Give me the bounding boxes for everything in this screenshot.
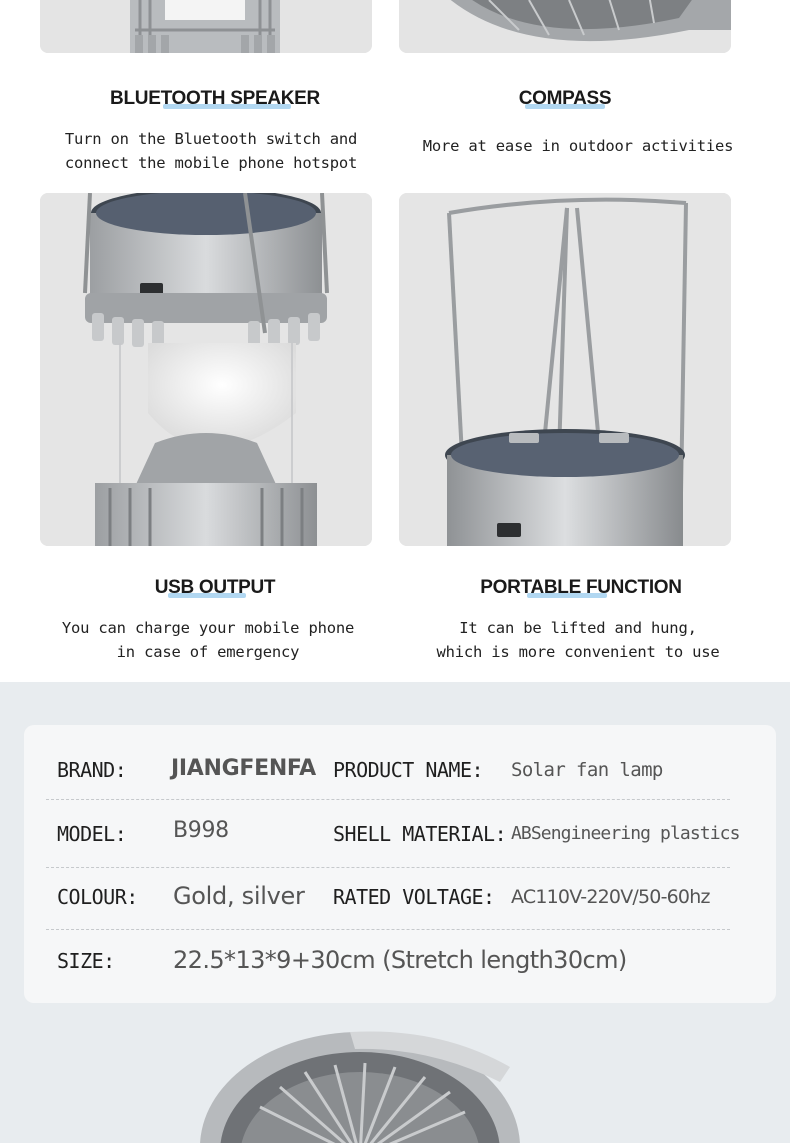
brand-value: JIANGFENFA [171, 756, 316, 781]
product-name-label: PRODUCT NAME: [333, 758, 484, 782]
compass-top-image [399, 0, 731, 53]
lantern-handle-illustration [399, 193, 731, 546]
specifications-section [0, 682, 790, 1143]
brand-label: BRAND: [57, 758, 127, 782]
spec-row-model [24, 805, 776, 865]
model-label: MODEL: [57, 822, 127, 846]
portable-lantern-image [399, 193, 731, 546]
fan-illustration [180, 1027, 540, 1143]
shell-material-value: ABSengineering plastics [511, 823, 740, 844]
fan-compass-illustration [399, 0, 731, 53]
feature-title-compass: COMPASS [518, 88, 612, 109]
colour-value: Gold, silver [173, 882, 305, 910]
fan-bottom-image [180, 1027, 540, 1143]
specifications-card [24, 725, 776, 1003]
feature-desc-bluetooth-speaker: Turn on the Bluetooth switch and connect the mobile phone hotspot [64, 130, 358, 172]
model-value: B998 [173, 818, 229, 843]
feature-desc-compass: More at ease in outdoor activities [422, 137, 734, 155]
spec-row-size [24, 930, 776, 990]
colour-label: COLOUR: [57, 885, 138, 909]
rated-voltage-value: AC110V-220V/50-60hz [511, 886, 710, 908]
rated-voltage-label: RATED VOLTAGE: [333, 885, 495, 909]
spec-divider [46, 799, 730, 800]
size-value: 22.5*13*9+30cm (Stretch length30cm) [173, 946, 627, 974]
usb-lantern-image [40, 193, 372, 546]
lantern-usb-illustration [40, 193, 372, 546]
feature-desc-usb-output: You can charge your mobile phone in case of emergency [61, 619, 355, 661]
feature-title-usb-output: USB OUTPUT [154, 577, 276, 598]
size-label: SIZE: [57, 949, 115, 973]
feature-title-portable-function: PORTABLE FUNCTION [480, 577, 682, 598]
spec-row-colour [24, 867, 776, 927]
lantern-base-illustration [40, 0, 372, 53]
feature-title-bluetooth-speaker: BLUETOOTH SPEAKER [110, 88, 320, 109]
lantern-top-image [40, 0, 372, 53]
product-name-value: Solar fan lamp [511, 759, 663, 781]
spec-row-brand [24, 741, 776, 801]
shell-material-label: SHELL MATERIAL: [333, 822, 507, 846]
feature-desc-portable-function: It can be lifted and hung, which is more convenient to use [436, 619, 720, 661]
